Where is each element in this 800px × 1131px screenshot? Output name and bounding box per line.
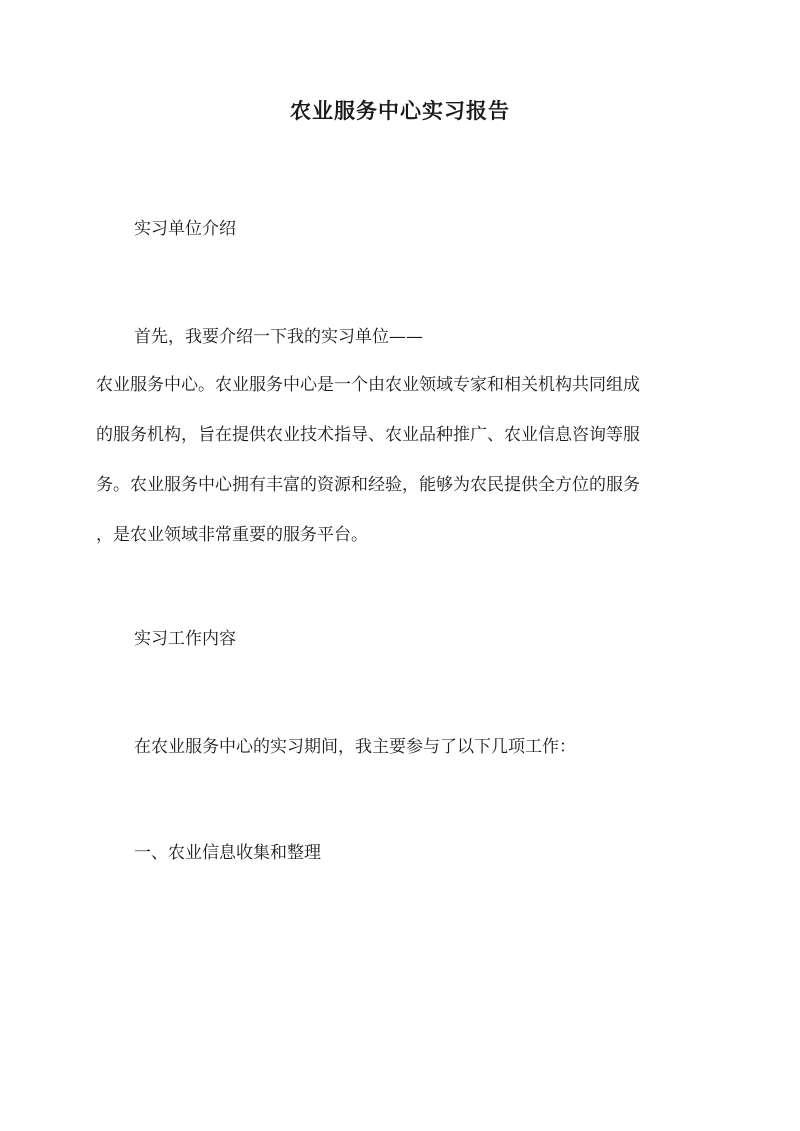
intro-body-line-4: ，是农业领域非常重要的服务平台。 bbox=[96, 525, 368, 545]
intro-body-line-1: 农业服务中心。农业服务中心是一个由农业领域专家和相关机构共同组成 bbox=[96, 375, 640, 395]
item-heading-info-collection: 一、农业信息收集和整理 bbox=[134, 843, 321, 863]
document-title: 农业服务中心实习报告 bbox=[290, 98, 510, 123]
intro-first-line: 首先，我要介绍一下我的实习单位—— bbox=[134, 327, 423, 347]
intro-body-line-2: 的服务机构，旨在提供农业技术指导、农业品种推广、农业信息咨询等服 bbox=[96, 425, 640, 445]
section-heading-work-content: 实习工作内容 bbox=[134, 629, 236, 649]
section-heading-internship-unit: 实习单位介绍 bbox=[134, 219, 236, 239]
intro-body-line-3: 务。农业服务中心拥有丰富的资源和经验，能够为农民提供全方位的服务 bbox=[96, 475, 640, 495]
work-intro-paragraph: 在农业服务中心的实习期间，我主要参与了以下几项工作： bbox=[134, 737, 576, 757]
